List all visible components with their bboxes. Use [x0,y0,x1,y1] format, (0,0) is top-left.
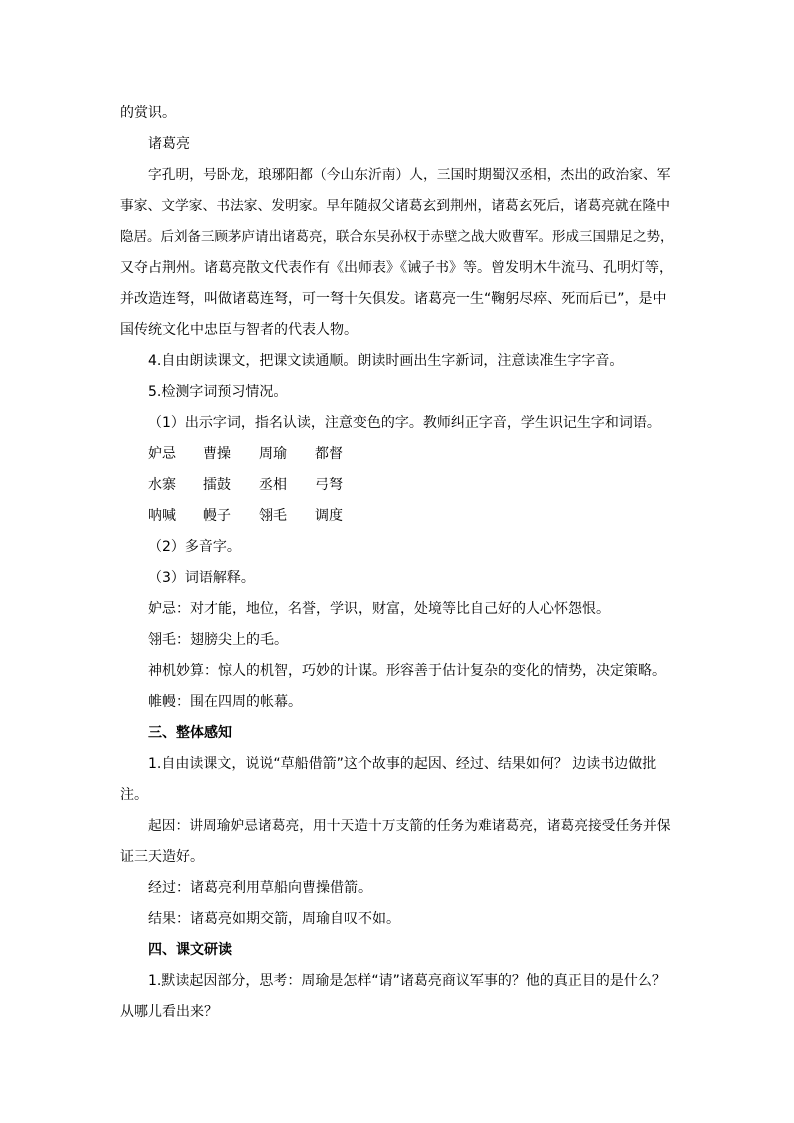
substep-3: （3）词语解释。 [148,570,255,586]
bio-line: 国传统文化中忠臣与智者的代表人物。 [120,322,358,338]
step-4: 4.自由朗读课文，把课文读通顺。朗读时画出生字新词，注意读准生字字音。 [148,353,624,369]
vocab-word: 曹操 [203,446,231,462]
vocab-word: 水寨 [148,477,176,493]
question-4-1: 1.默读起因部分，思考：周瑜是怎样“请”诸葛亮商议军事的？他的真正目的是什么？ [148,973,666,989]
section-heading-4: 四、课文研读 [148,942,232,958]
bio-line: 隐居。后刘备三顾茅庐请出诸葛亮，联合东吴孙权于赤壁之战大败曹军。形成三国鼎足之势， [120,229,674,245]
bio-line: 事家、文学家、书法家、发明家。早年随叔父诸葛玄到荆州，诸葛玄死后，诸葛亮就在隆中 [120,198,671,214]
substep-1: （1）出示字词，指名认读，注意变色的字。教师纠正字音，学生识记生字和词语。 [148,415,661,431]
answer-cause-cont: 证三天造好。 [120,849,204,865]
vocab-word: 周瑜 [259,446,287,462]
paragraph-continuation: 的赏识。 [120,105,176,121]
vocab-word: 都督 [315,446,343,462]
vocab-row [120,470,674,501]
definition-duji: 妒忌：对才能，地位，名誉，学识，财富，处境等比自己好的人心怀怨恨。 [148,601,610,617]
vocab-word: 幔子 [203,508,231,524]
definition-weiman: 帷幔：围在四周的帐幕。 [148,694,302,710]
document-body [120,98,674,1028]
answer-result: 结果：诸葛亮如期交箭，周瑜自叹不如。 [148,911,400,927]
question-3-1-cont: 注。 [120,787,148,803]
vocab-word: 妒忌 [148,446,176,462]
step-5: 5.检测字词预习情况。 [148,384,288,400]
answer-cause: 起因：讲周瑜妒忌诸葛亮，用十天造十万支箭的任务为难诸葛亮，诸葛亮接受任务并保 [148,818,671,834]
question-4-1-cont: 从哪儿看出来？ [120,1004,218,1020]
vocab-word: 擂鼓 [203,477,231,493]
vocab-word: 丞相 [259,477,287,493]
vocab-word: 弓弩 [315,477,343,493]
bio-line: 又夺占荆州。诸葛亮散文代表作有《出师表》《诫子书》等。曾发明木牛流马、孔明灯等， [120,260,673,276]
vocab-word: 调度 [315,508,343,524]
vocab-row [120,501,674,532]
subheading-zhuge-liang: 诸葛亮 [148,136,190,152]
section-heading-3: 三、整体感知 [148,725,232,741]
definition-shenjimiaosuan: 神机妙算：惊人的机智，巧妙的计谋。形容善于估计复杂的变化的情势，决定策略。 [148,663,666,679]
definition-lingmao: 翎毛：翅膀尖上的毛。 [148,632,288,648]
question-3-1: 1.自由读课文，说说“草船借箭”这个故事的起因、经过、结果如何？ 边读书边做批 [148,756,657,772]
bio-line: 字孔明，号卧龙，琅琊阳都（今山东沂南）人，三国时期蜀汉丞相，杰出的政治家、军 [148,167,671,183]
bio-line: 并改造连弩，叫做诸葛连弩，可一弩十矢俱发。诸葛亮一生“鞠躬尽瘁、死而后已”，是中 [120,291,667,307]
vocab-word: 呐喊 [148,508,176,524]
substep-2: （2）多音字。 [148,539,241,555]
vocab-row [120,439,674,470]
answer-process: 经过：诸葛亮利用草船向曹操借箭。 [148,880,372,896]
vocab-word: 翎毛 [259,508,287,524]
